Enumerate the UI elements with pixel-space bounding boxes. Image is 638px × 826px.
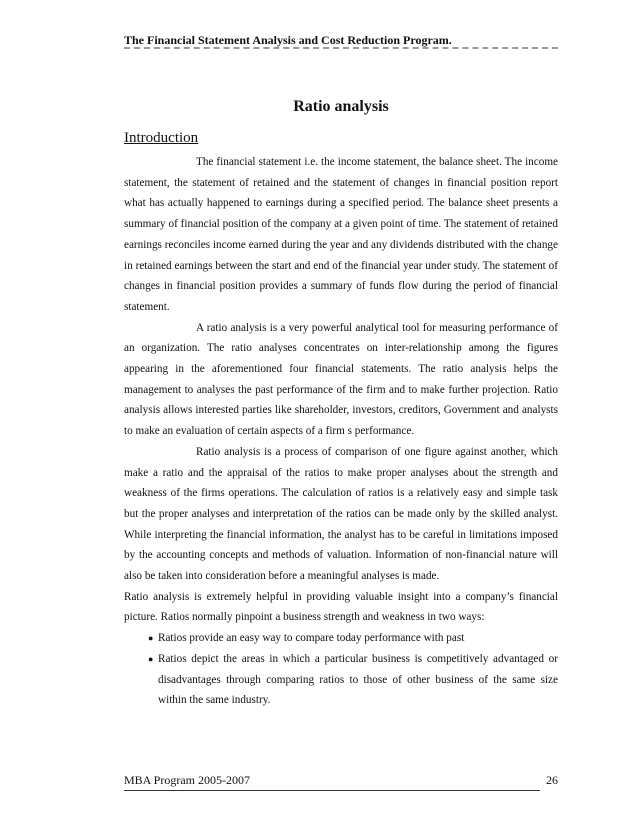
bullet-list: [124, 628, 558, 711]
document-body: [124, 152, 558, 711]
section-heading: Introduction: [124, 130, 199, 146]
paragraph-ratio-insight: Ratio analysis is extremely helpful in providing valuable insight into a company’s financial picture. Ratios normally pinpoint a business strength and weakness in two ways:: [124, 590, 558, 624]
bullet-text: Ratios depict the areas in which a particular business is competitively advantaged or disadvantages through comparing ratios to those of other business of the same size within the same industry.: [158, 652, 558, 707]
footer-program: MBA Program 2005-2007: [124, 773, 250, 787]
bullet-icon: ●: [148, 633, 154, 644]
list-item: [124, 628, 558, 649]
page-number: 26: [546, 773, 558, 787]
list-item: [124, 649, 558, 711]
running-header: The Financial Statement Analysis and Cost Reduction Program.: [124, 33, 452, 47]
paragraph-ratio-process: Ratio analysis is a process of comparison of one figure against another, which make a ratio and the appraisal of the ratios to make proper analyses about the strength and weakness of the firms operations. The calculation of ratios is a relatively easy and simple task but the proper analyses and interpretation of the ratios can be made only by the skilled analyst. While interpreting the financial information, the analyst has to be careful in limitations imposed by the accounting concepts and methods of valuation. Information of non-financial nature will also be taken into consideration before a meaningful analyses is made.: [124, 445, 558, 583]
page-title: Ratio analysis: [293, 98, 389, 115]
paragraph-income-statements: The financial statement i.e. the income statement, the balance sheet. The income statement, the statement of retained and the statement of changes in financial position report what has actually happened to earnings during a specified period. The balance sheet presents a summary of financial position of the company at a given point of time. The statement of retained earnings reconciles income earned during the year and any dividends distributed with the change in retained earnings between the start and end of the financial year under study. The statement of changes in financial position provides a summary of funds flow during the period of financial statement.: [124, 156, 558, 313]
paragraph-ratio-tool: A ratio analysis is a very powerful analytical tool for measuring performance of an organization. The ratio analyses concentrates on inter-relationship among the figures appearing in the aforementioned four financial statements. The ratio analysis helps the management to analyses the past performance of the firm and to make further projection. Ratio analysis allows interested parties like shareholder, investors, creditors, Government and analysts to make an evaluation of certain aspects of a firm s performance.: [124, 321, 558, 438]
bullet-icon: ●: [148, 653, 154, 664]
bullet-text: Ratios provide an easy way to compare today performance with past: [158, 632, 465, 645]
header-divider: [124, 47, 558, 49]
footer-divider: [124, 790, 540, 791]
